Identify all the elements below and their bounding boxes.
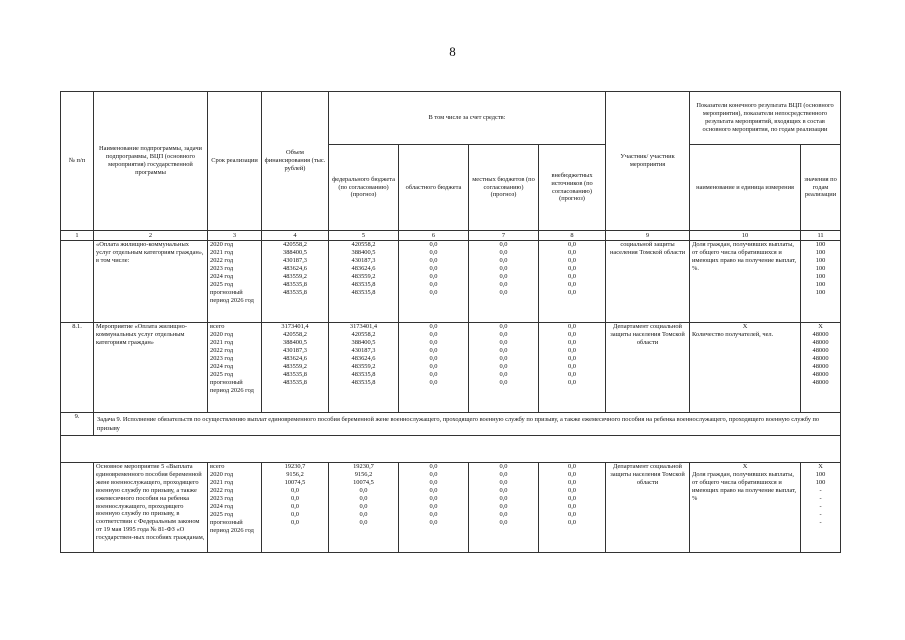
indicator-value: - [819,487,822,494]
indicator-value: 100 [815,265,826,272]
regional-value: 0,0 [429,249,438,256]
term-value: 2020 год [210,241,234,248]
federal-value: 430187,3 [351,347,376,354]
indicator-value: 100 [815,471,826,478]
federal-value: 483535,8 [351,281,376,288]
local-value: 0,0 [499,519,508,526]
task-row [61,413,841,436]
column-numbers-row [61,231,841,241]
federal-value: 0,0 [359,511,368,518]
regional-value-cell [399,463,469,553]
header-regional: областного бюджета [399,145,469,231]
indicator-value: 48000 [812,339,829,346]
row-number [61,241,94,323]
column-number: 2 [94,231,208,241]
local-value: 0,0 [499,273,508,280]
indicator-value: 48000 [812,363,829,370]
federal-value: 420558,2 [351,241,376,248]
participant: Департамент социальной защиты населения Томской области [606,463,690,553]
volume-value: 483535,8 [283,371,307,378]
block-row [61,241,841,323]
federal-value: 0,0 [359,503,368,510]
volume-value: 483624,6 [283,355,307,362]
indicator-value: 100 [815,241,826,248]
volume-value: 0,0 [291,511,299,518]
indicator-value: - [819,503,822,510]
offbudget-value-cell [539,323,606,413]
local-value: 0,0 [499,257,508,264]
offbudget-value: 0,0 [568,281,576,288]
volume-value: 0,0 [291,487,299,494]
offbudget-value: 0,0 [568,379,576,386]
local-value: 0,0 [499,471,508,478]
offbudget-value: 0,0 [568,371,576,378]
federal-value: 0,0 [359,495,368,502]
indicator-value-cell [801,323,841,413]
spacer-cell [61,436,841,463]
offbudget-value: 0,0 [568,265,576,272]
volume-value: 430187,3 [283,347,307,354]
column-number: 8 [539,231,606,241]
offbudget-value: 0,0 [568,471,576,478]
offbudget-value: 0,0 [568,503,576,510]
row-name: Основное мероприятие 5 «Выплата единовременного пособия беременной жене военнослужащего, проходящего военную службу по призыву, а также ежемесячного пособия на ребенка военнослужащего, проходящего военную службу по призыву, в соответствии с Федеральным законом от 19 мая 1995 года № 81-ФЗ «О государствен-ных пособиях гражданам, [94,463,208,553]
local-value: 0,0 [499,265,508,272]
federal-value: 10074,5 [353,479,374,486]
local-value: 0,0 [499,249,508,256]
indicator-value: X [818,323,823,330]
column-number: 3 [208,231,262,241]
offbudget-value: 0,0 [568,289,576,296]
header-name: Наименование подпрограммы, задачи подпрограммы, ВЦП (основного мероприятия) государственной программы [94,92,208,231]
task-text: Задача 9. Исполнение обязательств по осуществлению выплат единовременного пособия беременной жене военнослужащего, проходящего военную службу по призыву, а также ежемесячного пособия на ребенка военнослужащего, проходящего военную службу по призыву [94,413,841,436]
volume-value: 0,0 [291,503,299,510]
indicator-name: Количество получателей, чел. [692,331,774,338]
row-name: Мероприятие «Оплата жилищно-коммунальных услуг отдельным категориям граждан» [94,323,208,413]
regional-value: 0,0 [429,471,438,478]
task-number: 9. [61,413,94,436]
offbudget-value: 0,0 [568,479,576,486]
block-row [61,323,841,413]
term-value: 2023 год [210,495,234,502]
regional-value: 0,0 [429,355,438,362]
local-value: 0,0 [499,323,508,330]
local-value: 0,0 [499,511,508,518]
indicator-value: 48000 [812,379,829,386]
federal-value: 388400,5 [351,339,376,346]
indicator-value: X [818,463,823,470]
offbudget-value: 0,0 [568,323,576,330]
column-number: 1 [61,231,94,241]
offbudget-value-cell [539,241,606,323]
local-value-cell [469,463,539,553]
volume-value: 420558,2 [283,241,307,248]
term-value: 2024 год [210,503,234,510]
local-value: 0,0 [499,355,508,362]
indicator-value: 48000 [812,355,829,362]
term-value-cell [208,241,262,323]
federal-value: 19230,7 [353,463,374,470]
federal-value-cell [329,241,399,323]
volume-value-cell [262,463,329,553]
volume-value: 3173401,4 [281,323,309,330]
term-value: 2024 год [210,273,234,280]
volume-value: 388400,5 [283,249,307,256]
term-value: 2025 год [210,371,234,378]
offbudget-value: 0,0 [568,519,576,526]
regional-value: 0,0 [429,265,438,272]
local-value: 0,0 [499,479,508,486]
participant: социальной защиты населения Томской области [606,241,690,323]
regional-value: 0,0 [429,289,438,296]
regional-value-cell [399,241,469,323]
term-value: 2022 год [210,257,234,264]
volume-value: 19230,7 [284,463,306,470]
regional-value: 0,0 [429,371,438,378]
federal-value-cell [329,463,399,553]
indicator-value: 100 [815,257,826,264]
term-value: прогнозный период 2026 год [210,379,254,394]
column-number: 11 [801,231,841,241]
header-incl: В том числе за счет средств: [329,92,606,145]
header-local: местных бюджетов (по согласованию) (прогноз) [469,145,539,231]
offbudget-value-cell [539,463,606,553]
regional-value: 0,0 [429,511,438,518]
regional-value: 0,0 [429,495,438,502]
volume-value: 483559,2 [283,273,307,280]
header-indicators: Показатели конечного результата ВЦП (основного мероприятия), показатели непосредственного результата мероприятий, входящих в состав основного мероприятия, по годам реализации [690,92,841,145]
regional-value: 0,0 [429,323,438,330]
federal-value: 388400,5 [351,249,376,256]
regional-value: 0,0 [429,331,438,338]
offbudget-value: 0,0 [568,273,576,280]
federal-value-cell [329,323,399,413]
indicator-value: 48000 [812,371,829,378]
volume-value: 420558,2 [283,331,307,338]
header-ind-name: наименование и единица измерения [690,145,801,231]
term-value: 2025 год [210,511,234,518]
volume-value: 483535,8 [283,289,307,296]
column-number: 10 [690,231,801,241]
regional-value: 0,0 [429,503,438,510]
federal-value: 3173401,4 [349,323,378,330]
term-value: 2023 год [210,355,234,362]
local-value: 0,0 [499,379,508,386]
local-value: 0,0 [499,281,508,288]
term-value: 2023 год [210,265,234,272]
offbudget-value: 0,0 [568,331,576,338]
term-value: 2022 год [210,347,234,354]
indicator-name-x: X [742,323,748,330]
regional-value: 0,0 [429,479,438,486]
regional-value: 0,0 [429,257,438,264]
indicator-name-cell [690,323,801,413]
page-number: 8 [449,44,456,59]
indicator-value: 100 [815,281,826,288]
federal-value: 483559,2 [351,363,376,370]
offbudget-value: 0,0 [568,363,576,370]
local-value-cell [469,323,539,413]
indicator-value: 100 [815,249,826,256]
local-value-cell [469,241,539,323]
volume-value: 10074,5 [284,479,306,486]
header-participant: Участник/ участник мероприятия [606,92,690,231]
offbudget-value: 0,0 [568,355,576,362]
volume-value: 483535,8 [283,281,307,288]
indicator-value: 100 [815,479,826,486]
local-value: 0,0 [499,289,508,296]
federal-value: 0,0 [359,519,368,526]
term-value: 2021 год [210,339,234,346]
volume-value-cell [262,241,329,323]
local-value: 0,0 [499,503,508,510]
regional-value: 0,0 [429,379,438,386]
volume-value: 483535,8 [283,379,307,386]
volume-value: 483624,6 [283,265,307,272]
federal-value: 483535,8 [351,379,376,386]
federal-value: 483535,8 [351,289,376,296]
header-ind-values: значения по годам реализации [801,145,841,231]
block-row [61,463,841,553]
indicator-name-x: X [742,463,748,470]
term-value-cell [208,323,262,413]
indicator-name-cell [690,241,801,323]
volume-value-cell [262,323,329,413]
term-value: 2025 год [210,281,234,288]
offbudget-value: 0,0 [568,339,576,346]
volume-value: 430187,3 [283,257,307,264]
local-value: 0,0 [499,371,508,378]
federal-value: 483535,8 [351,371,376,378]
indicator-value: 100 [815,289,826,296]
offbudget-value: 0,0 [568,347,576,354]
federal-value: 483624,6 [351,265,376,272]
local-value: 0,0 [499,495,508,502]
program-table [60,91,841,553]
term-value: прогнозный период 2026 год [210,519,254,534]
volume-value: 483559,2 [283,363,307,370]
indicator-value: - [819,495,822,502]
term-value-cell [208,463,262,553]
indicator-value: - [819,511,822,518]
indicator-value: 48000 [812,331,829,338]
federal-value: 483559,2 [351,273,376,280]
local-value: 0,0 [499,463,508,470]
term-value: прогнозный период 2026 год [210,289,254,304]
column-number: 4 [262,231,329,241]
local-value: 0,0 [499,487,508,494]
regional-value: 0,0 [429,241,438,248]
regional-value: 0,0 [429,363,438,370]
local-value: 0,0 [499,241,508,248]
term-value: 2024 год [210,363,234,370]
regional-value: 0,0 [429,339,438,346]
offbudget-value: 0,0 [568,257,576,264]
term-value: 2021 год [210,479,234,486]
participant: Департамент социальной защиты населения Томской области [606,323,690,413]
federal-value: 420558,2 [351,331,376,338]
federal-value: 0,0 [359,487,368,494]
volume-value: 0,0 [291,519,299,526]
offbudget-value: 0,0 [568,463,576,470]
column-number: 5 [329,231,399,241]
federal-value: 430187,3 [351,257,376,264]
federal-value: 9156,2 [354,471,373,478]
indicator-value-cell [801,463,841,553]
header-federal: федерального бюджета (по согласованию) (прогноз) [329,145,399,231]
term-value: 2020 год [210,331,234,338]
header-term: Срок реализации [208,92,262,231]
row-number [61,463,94,553]
header-offbudget: внебюджетных источников (по согласованию) (прогноз) [539,145,606,231]
regional-value: 0,0 [429,273,438,280]
offbudget-value: 0,0 [568,511,576,518]
regional-value: 0,0 [429,487,438,494]
term-value: 2022 год [210,487,234,494]
indicator-value: 100 [815,273,826,280]
volume-value: 9156,2 [286,471,304,478]
federal-value: 483624,6 [351,355,376,362]
offbudget-value: 0,0 [568,249,576,256]
local-value: 0,0 [499,363,508,370]
term-value: всего [210,323,225,330]
row-name: «Оплата жилищно-коммунальных услуг отдельным категориям граждан», в том числе: [94,241,208,323]
column-number: 6 [399,231,469,241]
volume-value: 0,0 [291,495,299,502]
regional-value: 0,0 [429,347,438,354]
row-number: 8.1. [61,323,94,413]
header-num: № п/п [61,92,94,231]
column-number: 9 [606,231,690,241]
column-number: 7 [469,231,539,241]
term-value: 2021 год [210,249,234,256]
local-value: 0,0 [499,347,508,354]
local-value: 0,0 [499,339,508,346]
header-volume: Объем финансирования (тыс. рублей) [262,92,329,231]
regional-value-cell [399,323,469,413]
offbudget-value: 0,0 [568,241,576,248]
regional-value: 0,0 [429,281,438,288]
regional-value: 0,0 [429,463,438,470]
spacer-row [61,436,841,463]
offbudget-value: 0,0 [568,487,576,494]
local-value: 0,0 [499,331,508,338]
indicator-name: Доля граждан, получивших выплаты, от общего числа обратившихся и имеющих право на получение выплат, %. [692,241,797,272]
indicator-value: 48000 [812,347,829,354]
indicator-name-cell [690,463,801,553]
indicator-value: - [819,519,822,526]
volume-value: 388400,5 [283,339,307,346]
regional-value: 0,0 [429,519,438,526]
indicator-value-cell [801,241,841,323]
offbudget-value: 0,0 [568,495,576,502]
term-value: 2020 год [210,471,234,478]
term-value: всего [210,463,225,470]
indicator-name: Доля граждан, получивших выплаты, от общего числа обратившихся и имеющих право на получение выплат, % [692,471,797,502]
